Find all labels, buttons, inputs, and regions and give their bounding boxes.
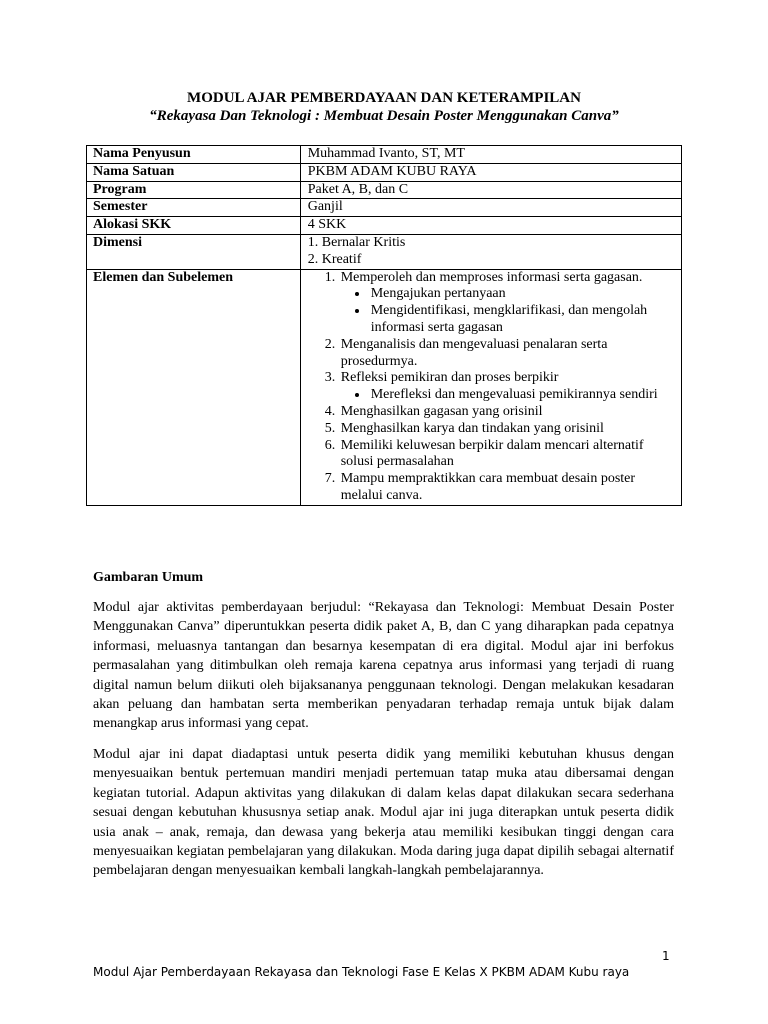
row-label: Semester [87, 199, 301, 217]
list-item [339, 337, 675, 371]
table-row [87, 181, 682, 199]
list-item [339, 270, 675, 337]
list-item-text: Memperoleh dan memproses informasi serta gagasan. [340, 269, 643, 285]
table-row-elemen [87, 269, 682, 505]
row-label: Nama Satuan [87, 163, 301, 181]
table-row [87, 199, 682, 217]
dimensi-values [300, 234, 681, 269]
list-item-text: Menganalisis dan mengevaluasi penalaran serta prosedurmya. [340, 336, 608, 369]
dimensi-item: 1. Bernalar Kritis [307, 234, 406, 250]
list-item-text: Menghasilkan gagasan yang orisinil [340, 403, 543, 419]
row-value: Ganjil [300, 199, 681, 217]
list-item [339, 404, 675, 421]
module-info-table [86, 145, 682, 506]
dimensi-item: 2. Kreatif [307, 251, 362, 267]
document-subtitle: “Rekayasa Dan Teknologi : Membuat Desain Poster Menggunakan Canva” [149, 108, 619, 124]
row-label: Alokasi SKK [87, 217, 301, 235]
table-row [87, 163, 682, 181]
elemen-list [301, 270, 681, 505]
sub-list [341, 286, 675, 336]
sub-list-item: • Mengidentifikasi, mengklarifikasi, dan mengolah informasi serta gagasan [369, 303, 675, 337]
row-label: Program [87, 181, 301, 199]
table-row [87, 146, 682, 164]
row-label: Elemen dan Subelemen [87, 269, 301, 505]
list-item [339, 438, 675, 472]
sub-list [341, 387, 675, 404]
sub-list-item: • Mengajukan pertanyaan [369, 286, 675, 303]
table-row [87, 217, 682, 235]
row-value: 4 SKK [300, 217, 681, 235]
list-item-text: Menghasilkan karya dan tindakan yang orisinil [340, 420, 604, 436]
document-title: MODUL AJAR PEMBERDAYAAN DAN KETERAMPILAN [187, 90, 581, 106]
list-item-text: Mampu mempraktikkan cara membuat desain poster melalui canva. [340, 471, 636, 503]
list-item-text: Memiliki keluwesan berpikir dalam mencari alternatif solusi permasalahan [340, 437, 644, 470]
paragraph: Modul ajar ini dapat diadaptasi untuk peserta didik yang memiliki kebutuhan khusus dengan menyesuaikan bentuk pertemuan mandiri menjadi pertemuan tatap muka atau dibersamai dengan kegiatan tutorial. Adapun aktivitas yang dilakukan di dalam kelas dapat dilakukan secara sederhana sesuai dengan kebutuhan khususnya setiap anak. Modul ajar ini juga diterapkan untuk peserta didik usia anak – anak, remaja, dan dewasa yang bekerja atau memiliki kesibukan tinggi dengan cara menyesuaikan kegiatan pembelajaran yang dilakukan. Moda daring juga dapat dipilih sebagai alternatif pembelajaran dengan menyesuaikan kembali langkah-langkah pembelajarannya. [93, 747, 674, 879]
row-label: Dimensi [87, 234, 301, 269]
sub-list-item: • Merefleksi dan mengevaluasi pemikirannya sendiri [369, 387, 675, 404]
paragraph: Modul ajar aktivitas pemberdayaan berjudul: “Rekayasa dan Teknologi: Membuat Desain Poster Menggunakan Canva” diperuntukkan peserta didik paket A, B, dan C yang diharapkan pada cepatnya informasi, meluasnya tantangan dan besarnya kesempatan di era digital. Modul ajar ini berfokus permasalahan yang ditimbulkan oleh remaja karena cepatnya arus informasi yang terjadi di ruang digital namun belum diikuti oleh bijaksananya penggunaan teknologi. Dengan melakukan kesadaran akan peluang dan hambatan serta memberikan penyadaran terhadap remaja untuk bijak dalam menangkap arus informasi yang cepat. [93, 600, 674, 732]
page-footer: Modul Ajar Pemberdayaan Rekayasa dan Teknologi Fase E Kelas X PKBM ADAM Kubu raya [93, 965, 630, 979]
section-heading: Gambaran Umum [93, 570, 204, 585]
list-item [339, 421, 675, 438]
elemen-list-cell [300, 269, 681, 505]
row-value: Muhammad Ivanto, ST, MT [300, 146, 681, 164]
list-item [339, 370, 675, 404]
row-value: PKBM ADAM KUBU RAYA [300, 163, 681, 181]
row-label: Nama Penyusun [87, 146, 301, 164]
table-row-dimensi [87, 234, 682, 269]
row-value: Paket A, B, dan C [300, 181, 681, 199]
list-item [339, 471, 675, 505]
page-number: 1 [662, 949, 670, 963]
list-item-text: Refleksi pemikiran dan proses berpikir [340, 370, 559, 386]
